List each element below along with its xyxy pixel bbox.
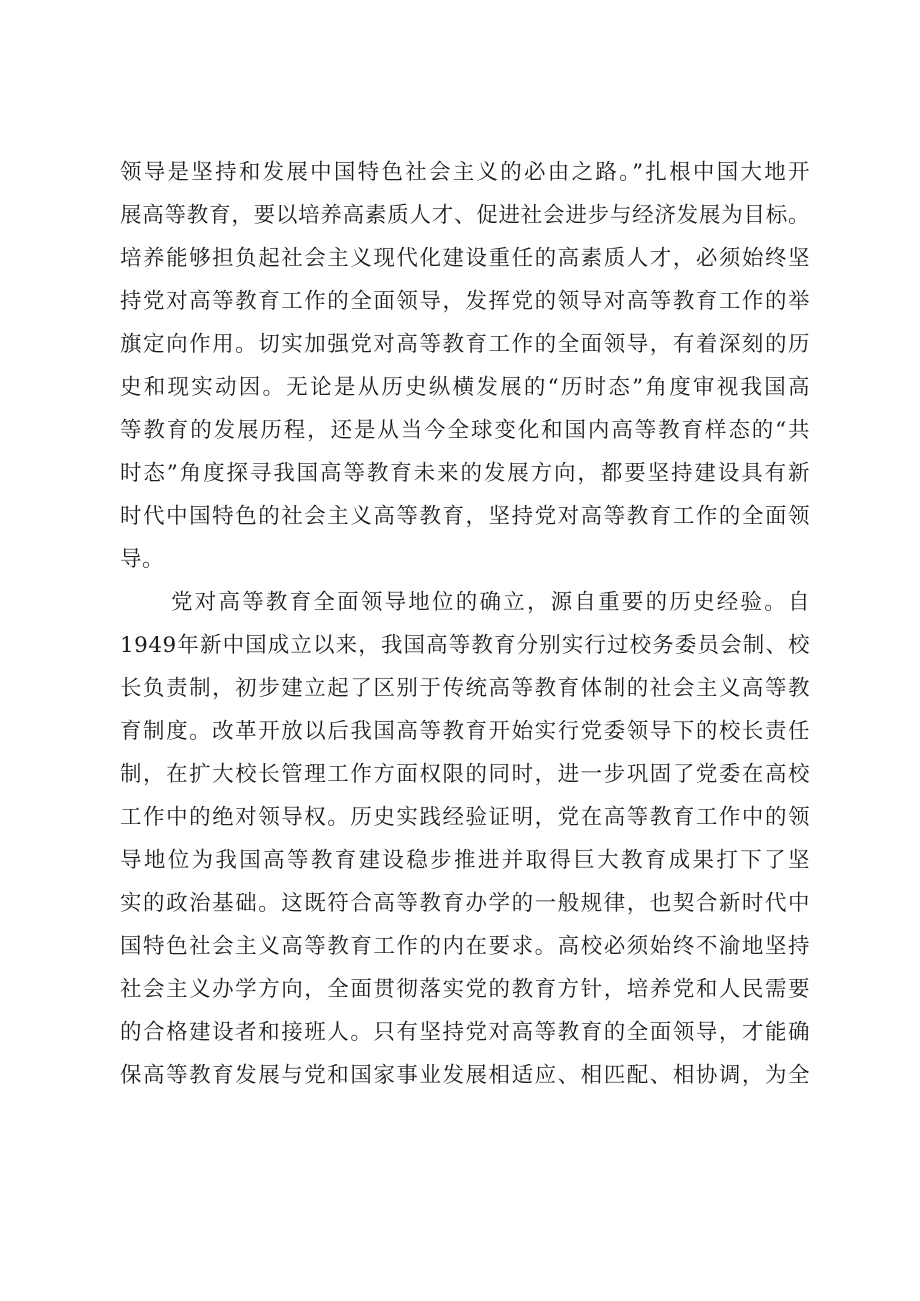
text-line: 的合格建设者和接班人。只有坚持党对高等教育的全面领导，才能确 xyxy=(120,1020,810,1045)
text-line: 导。 xyxy=(120,547,165,572)
text-line: 长负责制，初步建立起了区别于传统高等教育体制的社会主义高等教 xyxy=(120,676,810,701)
text-line: 育制度。改革开放以后我国高等教育开始实行党委领导下的校长责任 xyxy=(120,719,810,744)
document-body xyxy=(120,151,810,1097)
text-line: 实的政治基础。这既符合高等教育办学的一般规律，也契合新时代中 xyxy=(120,891,810,916)
text-line: 旗定向作用。切实加强党对高等教育工作的全面领导，有着深刻的历 xyxy=(120,332,810,357)
text-line: 史和现实动因。无论是从历史纵横发展的“历时态”角度审视我国高 xyxy=(120,375,810,400)
text-line: 党对高等教育全面领导地位的确立，源自重要的历史经验。自 xyxy=(171,590,810,615)
text-line: 制，在扩大校长管理工作方面权限的同时，进一步巩固了党委在高校 xyxy=(120,762,810,787)
text-line: 1949年新中国成立以来，我国高等教育分别实行过校务委员会制、校 xyxy=(120,633,810,658)
text-line: 社会主义办学方向，全面贯彻落实党的教育方针，培养党和人民需要 xyxy=(120,977,810,1002)
text-line: 工作中的绝对领导权。历史实践经验证明，党在高等教育工作中的领 xyxy=(120,805,810,830)
text-line: 时态”角度探寻我国高等教育未来的发展方向，都要坚持建设具有新 xyxy=(120,461,810,486)
text-line: 等教育的发展历程，还是从当今全球变化和国内高等教育样态的“共 xyxy=(120,418,810,443)
text-line: 培养能够担负起社会主义现代化建设重任的高素质人才，必须始终坚 xyxy=(120,246,810,271)
text-line: 持党对高等教育工作的全面领导，发挥党的领导对高等教育工作的举 xyxy=(120,289,810,314)
text-line: 保高等教育发展与党和国家事业发展相适应、相匹配、相协调，为全 xyxy=(120,1063,810,1088)
text-line: 领导是坚持和发展中国特色社会主义的必由之路。”扎根中国大地开 xyxy=(120,160,810,185)
text-line: 导地位为我国高等教育建设稳步推进并取得巨大教育成果打下了坚 xyxy=(120,848,810,873)
text-line: 国特色社会主义高等教育工作的内在要求。高校必须始终不渝地坚持 xyxy=(120,934,810,959)
paragraph-1 xyxy=(120,151,810,581)
text-line: 时代中国特色的社会主义高等教育，坚持党对高等教育工作的全面领 xyxy=(120,504,810,529)
paragraph-2 xyxy=(120,581,810,1097)
text-line: 展高等教育，要以培养高素质人才、促进社会进步与经济发展为目标。 xyxy=(120,203,810,228)
